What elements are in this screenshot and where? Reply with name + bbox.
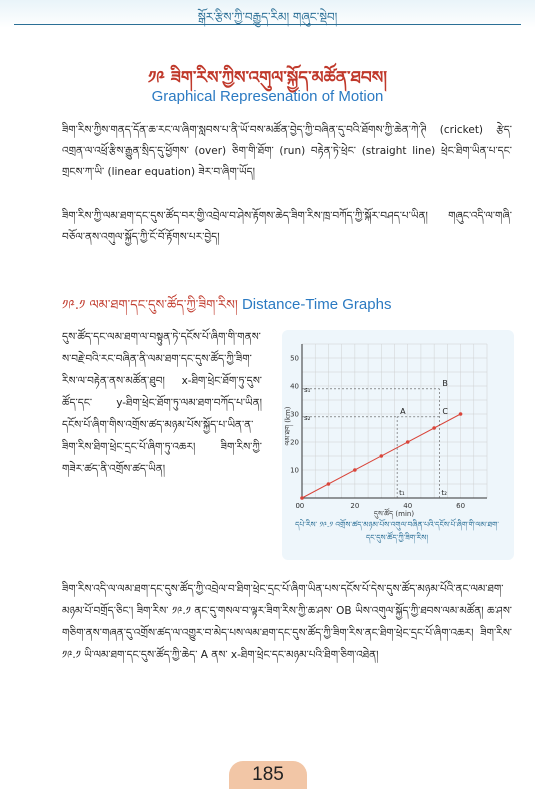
intro-paragraph-2: ཟིག་རིས་ཀྱི་ལམ་ཐག་དང་དུས་ཚོད་བར་གྱི་འབྲེལ་བ་ཤེས་རྟོགས་ཆེད་ཟིག་རིས་ཁྲ་བཀོད་ཀྱི་སྐོར་བཤད་པ་ཡིན། གཞུང་འདི་ལ་གཞི་བཅོལ་ནས་འགུལ་སྐྱོད་ཀྱི་ངོ་བོ་རྟོགས་པར་བྱེད། [62, 210, 512, 243]
x-tick-label: 40 [403, 502, 413, 510]
origin-label: 0 [295, 502, 300, 510]
y-tick-label: 10 [290, 466, 299, 475]
x-tick-label: 60 [456, 502, 466, 510]
section-title-tibetan: ལམ་ཐག་དང་དུས་ཚོད་ཀྱི་ཟིག་རིས། [89, 298, 238, 313]
bottom-paragraph: ཟིག་རིས་འདི་ལ་ལམ་ཐག་དང་དུས་ཚོད་ཀྱི་འབྲེལ་བ་ཐིག་ཕྲེང་དྲང་པོ་ཞིག་ཡིན་པས་དངོས་པོ་དེས་དུས་ཚོད་མཉམ་པོའི་ནང་ལམ་ཐག་མཉམ་པོ་བགྲོད་ཅིང་། ཟིག་རིས་ ༡༩.༡ ནང་དུ་གསལ་བ་ལྟར་ཟིག་རིས་ཀྱི་ཆ་ཤས་ OB ཡིས་འགུལ་སྐྱོད་ཀྱི་ཐབས་ལམ་མཚོན། ཆ་ཤས་གཅིག་ནས་གཞན་དུ་འགྲོས་ཚད་ལ་འགྱུར་བ་མེད་པས་ལམ་ཐག་དང་དུས་ཚོད་ཀྱི་ཟིག་རིས་ནང་ཐིག་ཕྲེང་དྲང་པོ་ཞིག་འཆར། ཟིག་རིས་ ༡༩.༡ ཡི་ལམ་ཐག་དང་དུས་ཚོད་ཀྱི་ཆེད་ A ནས་ x-ཐིག་ཕྲེང་དང་མཉམ་པའི་ཐིག་ཅིག་འཐེན། [62, 583, 512, 661]
data-point [406, 440, 410, 444]
y-tick-label: 30 [290, 410, 299, 419]
tick-t1: t₁ [399, 489, 405, 497]
figure-caption: དཔེ་རིས་ ༡༩.༡ འགྲོས་ཚད་མཉམ་པོས་འགུལ་བཞིན་པའི་དངོས་པོ་ཞིག་གི་ལམ་ཐག་དང་དུས་ཚོད་ཀྱི་ཟིག་རིས། [295, 520, 499, 542]
body-left-column: དུས་ཚོད་དང་ལམ་ཐག་ལ་བསྟུན་ཏེ་དངོས་པོ་ཞིག་གི་གནས་ས་བརྗེ་བའི་རང་བཞིན་ནི་ལམ་ཐག་དང་དུས་ཚོད་ཀྱི་ཟིག་རིས་ལ་བརྟེན་ནས་མཚོན་ཐུབ། x-ཐིག་ཕྲེང་ཐོག་ཏུ་དུས་ཚོད་དང་ y-ཐིག་ཕྲེང་ཐོག་ཏུ་ལམ་ཐག་བཀོད་པ་ཡིན། དངོས་པོ་ཞིག་གིས་འགྲོས་ཚད་མཉམ་པོས་སྐྱོད་པ་ཡིན་ན་ཟིག་རིས་ཐིག་ཕྲེང་དྲང་པོ་ཞིག་ཏུ་འཆར། ཟིག་རིས་ཀྱི་གཟེར་ཚད་ནི་འགྲོས་ཚད་ཡིན། [62, 331, 262, 475]
chapter-title-tibetan: ཟིག་རིས་ཀྱིས་འགུལ་སྐྱོད་མཚོན་ཐབས། [170, 68, 388, 88]
tick-s2: s₂ [304, 413, 311, 422]
point-label-a: A [400, 406, 406, 416]
data-point [327, 482, 331, 486]
data-point [353, 468, 357, 472]
chapter-title-english: Graphical Represenation of Motion [151, 88, 384, 105]
chart-ticks [290, 355, 465, 511]
x-tick-label: 20 [350, 502, 360, 510]
section-number: ༡༩.༡ [62, 298, 86, 313]
data-point [432, 426, 436, 430]
header-rule [14, 24, 521, 25]
data-point [300, 496, 304, 500]
tick-t2: t₂ [441, 489, 447, 497]
y-axis-label: ལམ་ཐག (km) [284, 406, 292, 446]
x-tick-label: 0 [299, 502, 305, 510]
distance-time-chart [282, 330, 514, 520]
chapter-number: ༡༩ [147, 68, 165, 88]
chart-grid [302, 344, 487, 498]
running-title: སྒོར་རྩིས་ཀྱི་བརྒྱུད་རིམ། གཞུང་སྡེབ། [197, 10, 338, 24]
section-title-english: Distance-Time Graphs [241, 296, 392, 313]
point-label-b: B [442, 378, 448, 388]
section-heading [62, 290, 512, 327]
y-tick-label: 20 [290, 438, 299, 447]
data-point [379, 454, 383, 458]
intro-paragraph-1: ཟིག་རིས་ཀྱིས་གནད་དོན་ཆ་རང་ལ་ཞིག་སླབས་པ་ནི་ཡོ་བས་མཚོན་བྱེད་ཀྱི་བཞིན་དུ་བའི་ཐོགས་ཀྱི་ཆེན་ཀེ་ཊི (cricket) རྩེད་འགྲན་ལ་འཕྲོ་རྩིས་རྒྱུན་སྲིད་དུ་ཕྱོགས་ (over) ཅིག་གི་ཐོག་ (run) བརྟེན་ཏེ་ཕྲེང་ (straight line) ཕྲེང་ཐིག་ཡིན་པ་དང་གྲངས་ཀ་ཡི་ (linear equation) ཟེར་བ་ཞིག་ཡོད། [62, 124, 512, 178]
point-label-c: C [442, 406, 449, 416]
x-axis-label: དུས་ཚོད (min) [373, 510, 415, 518]
tick-s1: s₁ [304, 385, 311, 394]
chart-annotations [296, 379, 449, 510]
y-tick-label: 50 [290, 354, 299, 363]
y-tick-label: 40 [290, 382, 299, 391]
data-point [459, 412, 463, 416]
page-number: 185 [229, 761, 307, 789]
